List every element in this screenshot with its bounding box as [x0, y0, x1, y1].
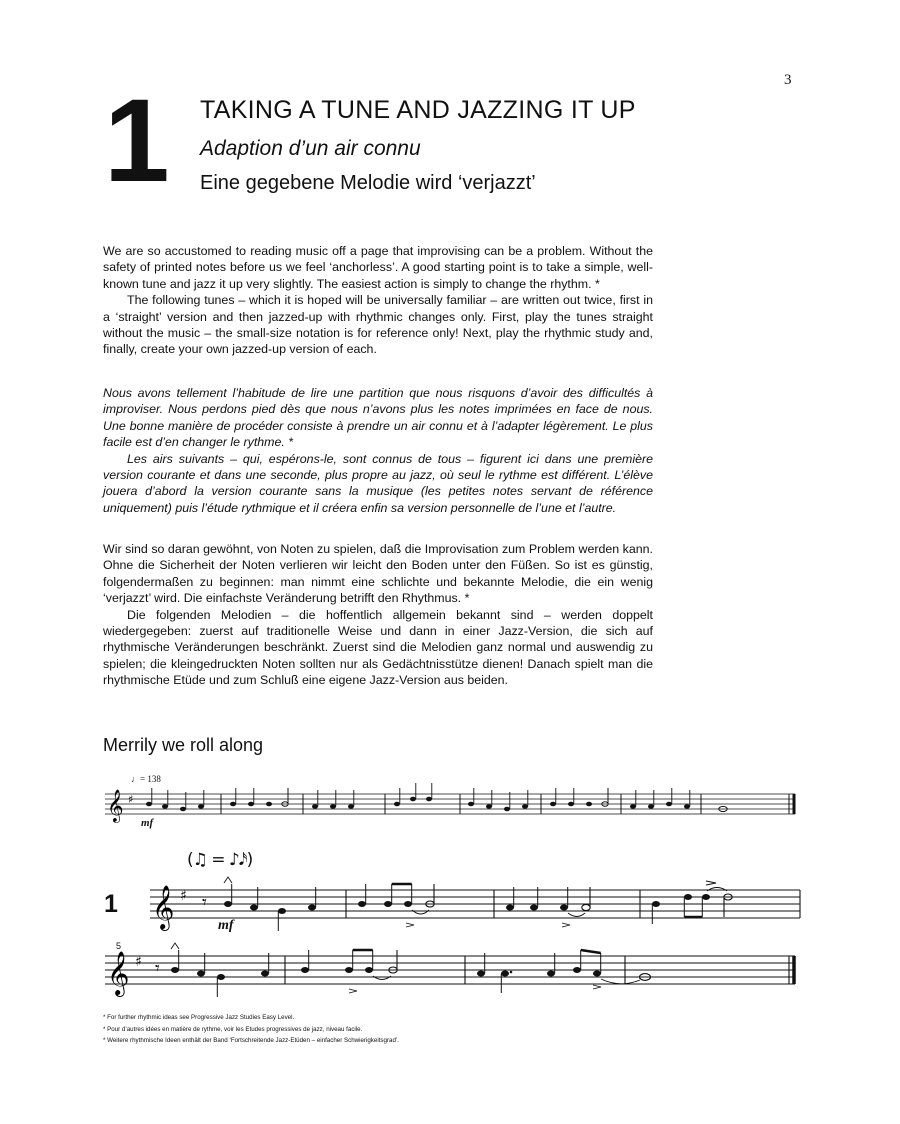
dynamic-marking-study: mf [218, 918, 234, 933]
french-paragraph-2: Les airs suivants – qui, espérons-le, sont connus de tous – figurent ici dans une première version courante et dans une seconde, plus propre au jazz, où seul le rythme est différent. L’élève jouera d’abord la version courante sans la musique (les petites notes servant de référence uniquement) puis l’étude rythmique et il créera enfin sa version personnelle de l’une et l’autre. [103, 451, 653, 515]
tempo-marking: ♩= 138 [131, 774, 161, 784]
tune-title: Merrily we roll along [103, 735, 264, 755]
treble-clef-icon: 𝄞 [107, 789, 124, 822]
bar-number: 5 [116, 941, 122, 951]
ties-and-accents [224, 877, 727, 927]
study-number: 1 [104, 890, 118, 918]
chapter-title-french: Adaption d’un air connu [200, 137, 421, 160]
footnote-german: * Weitere rhythmische Ideen enthält der Band ‘Fortschreitende Jazz-Etüden – einfacher Schwierigkeitsgrad’. [103, 1037, 400, 1044]
staff-lines [105, 794, 795, 814]
key-signature-sharp-icon: ♯ [128, 793, 134, 806]
notes [171, 967, 601, 980]
french-text [103, 385, 653, 516]
dynamic-marking-reference: mf [141, 817, 154, 829]
swing-rhythm-key: (♫ = ♪𝅘𝅥𝅯) [187, 850, 253, 870]
note-stems [179, 950, 601, 997]
footnotes [103, 1012, 399, 1047]
chapter-title-german: Eine gegebene Melodie wird ‘verjazzt’ [200, 172, 536, 194]
staff-lines [105, 956, 795, 984]
ties-and-accents [171, 943, 640, 993]
eighth-rest-icon: 𝄾 [155, 958, 160, 979]
german-paragraph-1: Wir sind so daran gewöhnt, von Noten zu spielen, daß die Improvisation zum Problem werden kann. Ohne die Sicherheit der Noten verlieren wir leicht den Boden unter den Füßen. So ist es günstig, folgendermaßen zu beginnen: man nimmt eine schlichte und bekannte Melodie, die ein wenig ‘verjazzt’ wird. Die einfachste Veränderung betrifft den Rhythmus. * [103, 542, 653, 606]
key-signature-sharp-icon: ♯ [135, 954, 142, 970]
eighth-rest-icon: 𝄾 [202, 892, 207, 913]
rhythmic-study-staff-1 [150, 872, 805, 942]
reference-melody-staff [105, 780, 797, 830]
half-and-whole-notes [389, 950, 651, 980]
german-text [103, 541, 653, 689]
page-number: 3 [784, 72, 792, 88]
treble-clef-icon: 𝄞 [152, 885, 175, 929]
french-paragraph-1: Nous avons tellement l’habitude de lire une partition que nous risquons d’avoir des difficultés à improviser. Nous perdons pied dès que nous n’avons plus les notes imprimées en face de nous. Une bonne manière de procéder consiste à prendre un air connu et à l’adapter légèrement. Le plus facile est d’en changer le rythme. * [103, 386, 653, 450]
english-paragraph-1: We are so accustomed to reading music off a page that improvising can be a problem. Without the safety of printed notes before us we feel ‘anchorless’. A good starting point is to take a simple, well-known tune and jazz it up very slightly. The easiest action is simply to change the rhythm. * [103, 244, 653, 291]
chapter-number: 1 [104, 75, 166, 207]
english-paragraph-2: The following tunes – which it is hoped will be universally familiar – are written out twice, first in a ‘straight’ version and then jazzed-up with rhythmic changes only. First, play the tunes straight without the music – the small-size notation is for reference only! Next, play the rhythmic study and, finally, create your own jazzed-up version of each. [103, 293, 653, 357]
chapter-title-english: TAKING A TUNE AND JAZZING IT UP [200, 96, 636, 124]
note-stems [232, 884, 703, 931]
key-signature-sharp-icon: ♯ [180, 888, 187, 904]
half-notes [426, 884, 732, 917]
beams [353, 950, 601, 953]
beams [392, 884, 703, 917]
rhythmic-study-staff-2 [105, 946, 805, 1002]
footnote-french: * Pour d’autres idées en matière de rythme, voir les Etudes progressives de jazz, niveau facile. [103, 1025, 363, 1033]
treble-clef-icon: 𝄞 [107, 951, 130, 995]
english-text [103, 243, 653, 358]
augmentation-dot [510, 971, 513, 974]
footnote-english: * For further rhythmic ideas see Progressive Jazz Studies Easy Level. [103, 1014, 295, 1021]
german-paragraph-2: Die folgenden Melodien – die hoffentlich allgemein bekannt sind – werden doppelt wiedergegeben: zuerst auf traditionelle Weise und dann in einer Jazz-Version, die sich auf rhythmische Veränderungen beschränkt. Zuerst sind die Melodien ganz normal und auswendig zu spielen; die kleingedruckten Noten sollten nur als Gedächtnisstütze dienen! Danach spielt man die rhythmische Etüde und zum Schluß eine eigene Jazz-Version aus beiden. [103, 607, 653, 688]
